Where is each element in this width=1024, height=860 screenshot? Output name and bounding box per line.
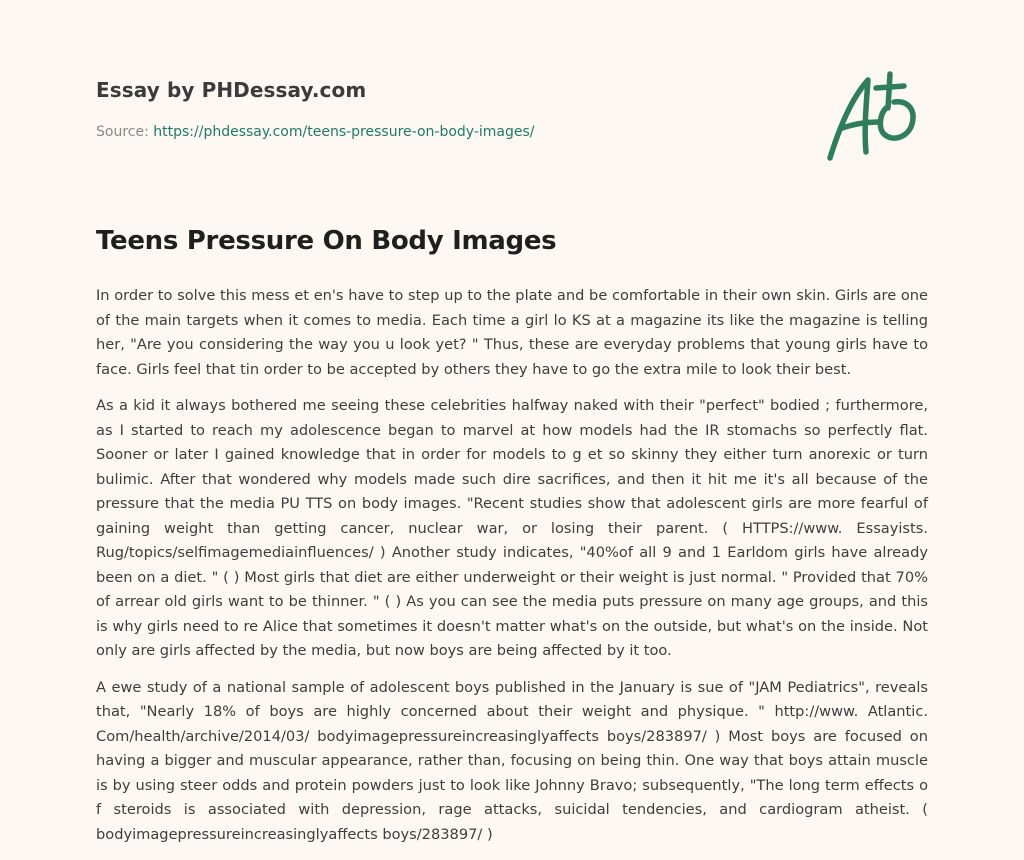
site-brand: Essay by PHDessay.com xyxy=(96,78,367,102)
source-label: Source: xyxy=(96,124,154,140)
essay-paragraph: In order to solve this mess et en's have to step up to the plate and be comfortable in their own skin. Girls are one of the main targets when it comes to media. Each time a girl lo KS at a magazine its like the magazine is telling her, "Are you considering the way you u look yet? " Thus, these are everyday problems that young girls have to face. Girls feel that tin order to be accepted by others they have to go the extra mile to look their best. xyxy=(96,287,928,378)
a-plus-grade-icon xyxy=(822,68,926,164)
essay-paragraph: A ewe study of a national sample of adolescent boys published in the January is sue of "JAM Pediatrics", reveals that, "Nearly 18% of boys are highly concerned about their weight and physique. " http://www. Atlantic. Com/health/archive/2014/03/ bodyimagepressureincreasinglyaffects boys/283897/ ) Most boys are focused on having a bigger and muscular appearance, rather than, focusing on being thin. One way that boys attain muscle is by using steer odds and protein powders just to look like Johnny Bravo; subsequently, "The long term effects o f steroids is associated with depression, rage attacks, suicidal tendencies, and cardiogram atheist. ( bodyimagepressureincreasinglyaffects boys/283897/ ) xyxy=(96,678,928,843)
site-header xyxy=(96,78,796,140)
source-link[interactable]: https://phdessay.com/teens-pressure-on-body-images/ xyxy=(153,124,535,140)
source-line xyxy=(96,124,535,140)
essay-paragraph: As a kid it always bothered me seeing these celebrities halfway naked with their "perfect" bodied ; furthermore, as I started to reach my adolescence began to marvel at how models had the IR stomachs so perfectly flat. Sooner or later I gained knowledge that in order for models to g et so skinny they either turn anorexic or turn bulimic. After that wondered why models made such dire sacrifices, and then it hit me it's all because of the pressure that the media PU TTS on body images. "Recent studies show that adolescent girls are more fearful of gaining weight than getting cancer, nuclear war, or losing their parent. ( HTTPS://www. Essayists. Rug/topics/selfimagemediainfluences/ ) Another study indicates, "40%of all 9 and 1 Earldom girls have already been on a diet. " ( ) Most girls that diet are either underweight or their weight is just normal. " Provided that 70% of arrear old girls want to be thinner. " ( ) As you can see the media puts pressure on many age groups, and this is why girls need to re Alice that sometimes it doesn't matter what's on the outside, but what's on the inside. Not only are girls affected by the media, but now boys are being affected by it too. xyxy=(96,397,928,659)
essay-body xyxy=(96,284,928,859)
essay-title: Teens Pressure On Body Images xyxy=(96,226,557,256)
